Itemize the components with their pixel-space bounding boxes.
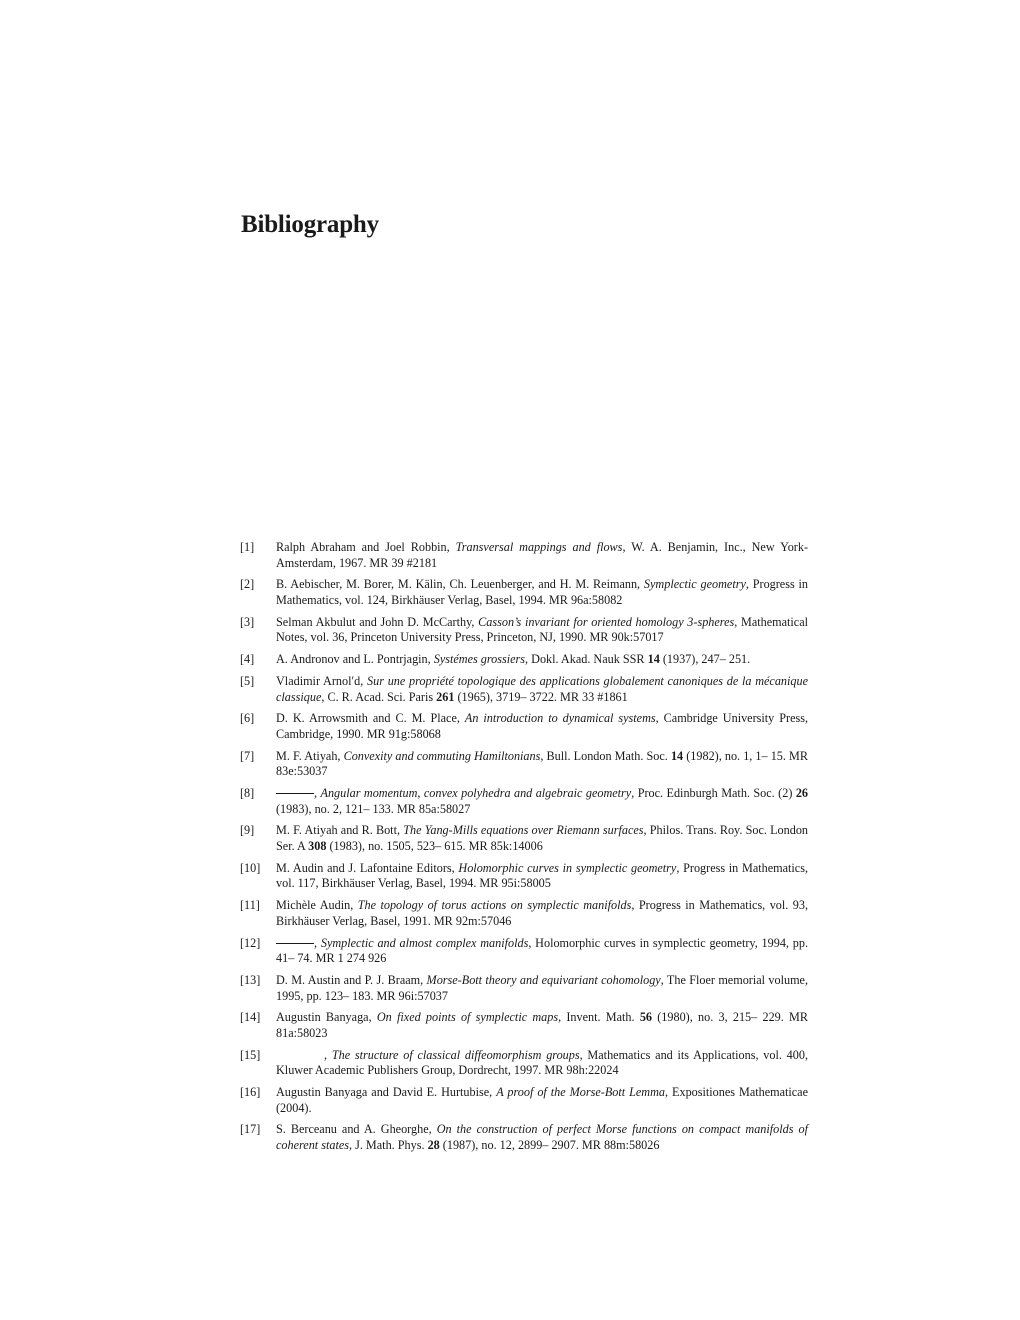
entry-publication: , Philos. Trans. Roy. Soc. London Ser. A [276, 823, 809, 853]
entry-number: [5] [240, 673, 255, 688]
bib-entry [240, 711, 808, 742]
entry-volume: 56 [639, 1010, 652, 1025]
entry-title: Casson’s invariant for oriented homology 3-spheres [478, 614, 735, 629]
entry-volume: 308 [308, 839, 327, 853]
entry-publication-end: (1983), no. 1505, 523– 615. MR 85k:14006 [326, 839, 543, 853]
bib-entry [240, 786, 808, 817]
entry-number: [14] [240, 1010, 261, 1025]
entry-number: [8] [240, 786, 255, 801]
entry-text: , Symplectic and almost complex manifolds, Holomorphic curves in symplectic geometry, 1994, pp. 41– 74. MR 1 274 926 [276, 935, 808, 966]
entry-title: Morse-Bott theory and equivariant cohomology [426, 972, 661, 987]
entry-authors: M. F. Atiyah and R. Bott, [276, 823, 401, 838]
entry-volume: 26 [795, 786, 809, 801]
entry-volume: 28 [427, 1138, 440, 1152]
bibliography-list [240, 540, 808, 1160]
entry-title: Sur une propriété topologique des applications globalement canoniques de la mécanique classique [276, 673, 808, 704]
entry-text [276, 711, 808, 742]
entry-publication: , Invent. Math. [558, 1010, 640, 1025]
entry-authors: S. Berceanu and A. Gheorghe, [276, 1122, 432, 1137]
entry-authors: M. F. Atiyah, [276, 748, 341, 763]
entry-text [276, 861, 808, 892]
entry-publication-end: (1937), 247– 251. [659, 652, 751, 667]
entry-title: On the construction of perfect Morse functions on compact manifolds of coherent states [276, 1122, 808, 1152]
entry-number: [9] [240, 823, 255, 838]
bib-entry [240, 1010, 808, 1041]
entry-publication: , Progress in Mathematics, vol. 117, Birkhäuser Verlag, Basel, 1994. MR 95i:58005 [276, 860, 808, 891]
entry-title: Symplectic and almost complex manifolds [320, 935, 529, 950]
entry-number: [12] [240, 935, 261, 950]
entry-text [276, 898, 808, 929]
entry-authors: B. Aebischer, M. Borer, M. Kälin, Ch. Leuenberger, and H. M. Reimann, [276, 577, 641, 592]
entry-text [276, 823, 808, 854]
entry-publication-end: (1987), no. 12, 2899– 2907. MR 88m:58026 [439, 1138, 660, 1152]
entry-text [276, 674, 808, 705]
entry-number: [4] [240, 652, 255, 667]
same-author-rule [276, 793, 314, 794]
entry-authors: A. Andronov and L. Pontrjagin, [276, 652, 431, 667]
entry-number: [10] [240, 860, 261, 875]
bib-entry [240, 823, 808, 854]
entry-authors: Vladimir Arnol′d, [276, 673, 364, 688]
entry-publication: , Cambridge University Press, Cambridge, 1990. MR 91g:58068 [276, 711, 809, 741]
bib-entry [240, 674, 808, 705]
entry-authors: D. M. Austin and P. J. Braam, [276, 972, 424, 987]
entry-publication: , Expositiones Mathematicae (2004). [276, 1085, 809, 1115]
entry-number: [13] [240, 972, 261, 987]
entry-title: Convexity and commuting Hamiltonians [343, 748, 541, 763]
entry-publication-end: (1980), no. 3, 215– 229. MR 81a:58023 [276, 1010, 809, 1040]
entry-authors: D. K. Arrowsmith and C. M. Place, [276, 711, 460, 726]
bib-entry [240, 1048, 808, 1079]
bib-entry [240, 898, 808, 929]
bib-entry [240, 1122, 808, 1153]
entry-title: The structure of classical diffeomorphism groups [331, 1047, 580, 1062]
entry-title: On fixed points of symplectic maps [376, 1010, 559, 1025]
entry-title: Holomorphic curves in symplectic geometry [458, 860, 677, 875]
entry-title: An introduction to dynamical systems [464, 711, 656, 726]
same-author-rule [276, 943, 314, 944]
entry-authors: Ralph Abraham and Joel Robbin, [276, 540, 450, 554]
bib-entry [240, 861, 808, 892]
entry-publication: , The Floer memorial volume, 1995, pp. 123– 183. MR 96i:57037 [276, 972, 809, 1003]
bib-entry [240, 652, 808, 668]
entry-publication: , Mathematical Notes, vol. 36, Princeton University Press, Princeton, NJ, 1990. MR 90k:57017 [276, 614, 808, 645]
page-title: Bibliography [241, 211, 379, 238]
entry-title: Angular momentum, convex polyhedra and algebraic geometry [320, 786, 632, 801]
entry-text [276, 749, 808, 780]
entry-text [276, 577, 808, 608]
bib-entry [240, 749, 808, 780]
entry-title: Transversal mappings and flows [455, 540, 623, 554]
entry-publication-end: (1983), no. 2, 121– 133. MR 85a:58027 [276, 801, 471, 816]
entry-authors: M. Audin and J. Lafontaine Editors, [276, 860, 455, 875]
entry-title: The Yang-Mills equations over Riemann surfaces [403, 823, 644, 838]
entry-text [276, 540, 808, 571]
entry-volume: 14 [647, 652, 660, 667]
bib-entry [240, 1085, 808, 1116]
entry-publication: , Bull. London Math. Soc. [540, 748, 671, 763]
entry-number: [3] [240, 614, 255, 629]
entry-number: [2] [240, 577, 255, 592]
entry-publication: , Proc. Edinburgh Math. Soc. (2) [631, 786, 796, 801]
entry-publication-end: (1982), no. 1, 1– 15. MR 83e:53037 [276, 748, 808, 779]
bib-entry [240, 540, 808, 571]
entry-publication: , C. R. Acad. Sci. Paris [321, 689, 437, 704]
entry-text [276, 615, 808, 646]
entry-title: Symplectic geometry [643, 577, 746, 592]
entry-number: [7] [240, 748, 255, 763]
entry-text [276, 973, 808, 1004]
entry-authors: Selman Akbulut and John D. McCarthy, [276, 614, 475, 629]
entry-publication: , J. Math. Phys. [349, 1138, 428, 1152]
entry-text: , The structure of classical diffeomorphism groups, Mathematics and its Applications, vol. 400, Kluwer Academic Publishers Group, Dordrecht, 1997. MR 98h:22024 [276, 1047, 808, 1078]
entry-publication-end: (1965), 3719– 3722. MR 33 #1861 [454, 689, 628, 704]
entry-number: [15] [240, 1047, 261, 1062]
entry-volume: 261 [436, 689, 455, 704]
entry-number: [17] [240, 1122, 261, 1137]
entry-publication: , Holomorphic curves in symplectic geometry, 1994, pp. 41– 74. MR 1 274 926 [276, 935, 808, 966]
bib-entry [240, 577, 808, 608]
entry-text [276, 1085, 808, 1116]
entry-publication: , Dokl. Akad. Nauk SSR [525, 652, 648, 667]
entry-text [276, 652, 808, 668]
entry-publication: , W. A. Benjamin, Inc., New York-Amsterdam, 1967. MR 39 #2181 [276, 540, 809, 570]
entry-number: [1] [240, 540, 255, 554]
entry-title: The topology of torus actions on symplectic manifolds [357, 898, 632, 913]
entry-publication: , Progress in Mathematics, vol. 93, Birkhäuser Verlag, Basel, 1991. MR 92m:57046 [276, 898, 809, 928]
entry-volume: 14 [670, 748, 684, 763]
entry-authors: Michèle Audin, [276, 898, 354, 913]
entry-number: [6] [240, 711, 255, 726]
entry-text [276, 1122, 808, 1153]
entry-publication: , Mathematics and its Applications, vol. 400, Kluwer Academic Publishers Group, Dordrecht, 1997. MR 98h:22024 [276, 1047, 808, 1078]
bib-entry [240, 615, 808, 646]
entry-publication: , Progress in Mathematics, vol. 124, Birkhäuser Verlag, Basel, 1994. MR 96a:58082 [276, 577, 808, 607]
entry-authors: Augustin Banyaga and David E. Hurtubise, [276, 1085, 493, 1100]
bib-entry [240, 973, 808, 1004]
entry-number: [16] [240, 1085, 261, 1100]
entry-title: Systémes grossiers [433, 652, 526, 667]
entry-text [276, 1010, 808, 1041]
entry-text: , Angular momentum, convex polyhedra and algebraic geometry, Proc. Edinburgh Math. Soc. (2) 26 (1983), no. 2, 121– 133. MR 85a:58027 [276, 786, 809, 816]
entry-number: [11] [240, 898, 260, 913]
entry-title: A proof of the Morse-Bott Lemma [496, 1085, 666, 1100]
entry-authors: Augustin Banyaga, [276, 1010, 372, 1025]
bib-entry [240, 936, 808, 967]
